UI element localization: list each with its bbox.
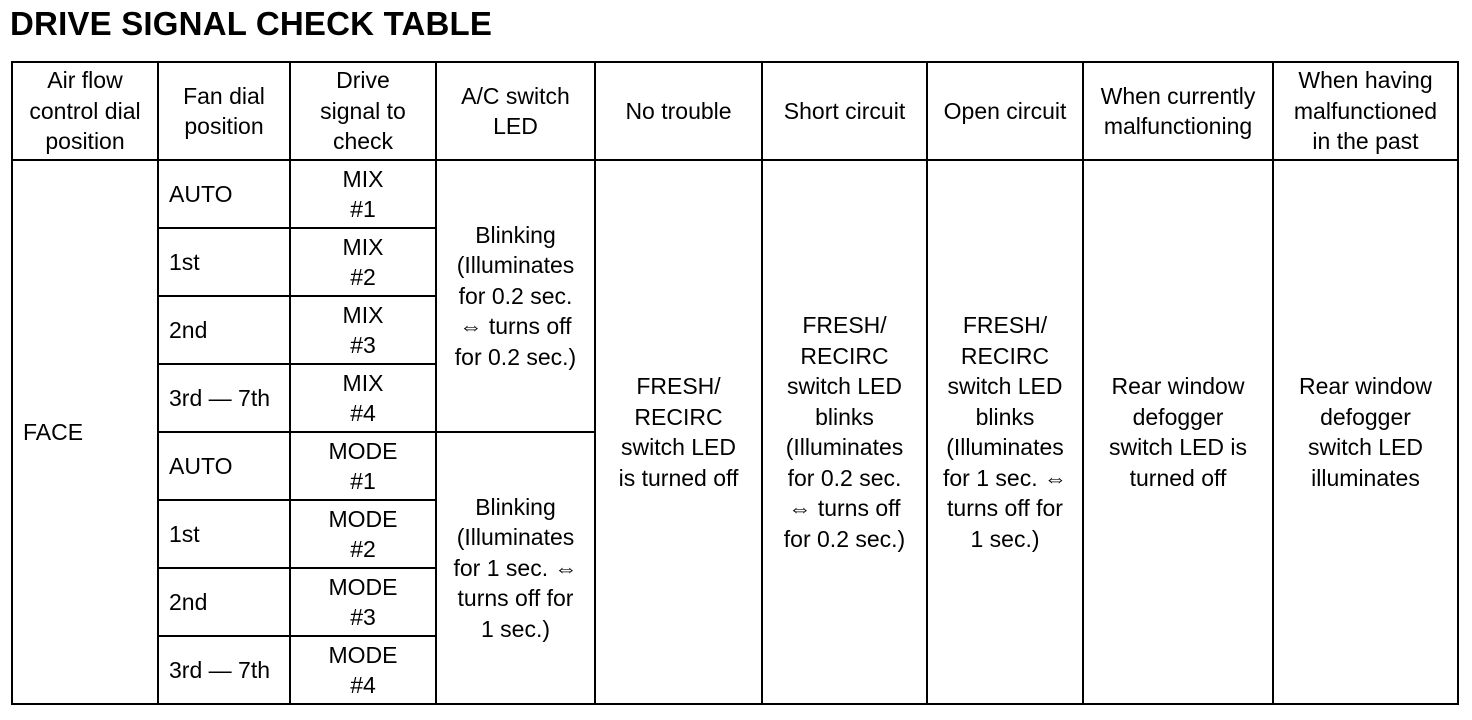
- fan-dial-cell: 1st: [158, 500, 290, 568]
- currently-malfunctioning-cell: Rear window defogger switch LED is turned off: [1083, 160, 1273, 704]
- fan-dial-cell: AUTO: [158, 432, 290, 500]
- header-air-flow: Air flow control dial position: [12, 62, 158, 160]
- page-title: DRIVE SIGNAL CHECK TABLE: [10, 5, 493, 42]
- header-ac-led: A/C switch LED: [436, 62, 595, 160]
- drive-signal-check-table: [11, 61, 1459, 705]
- fan-dial-cell: 1st: [158, 228, 290, 296]
- ac-led-mix-cell: Blinking (Illuminates for 0.2 sec. ⇔ turns off for 0.2 sec.): [436, 160, 595, 432]
- drive-signal-cell: MIX #3: [290, 296, 436, 364]
- drive-signal-cell: MODE #2: [290, 500, 436, 568]
- header-drive-signal: Drive signal to check: [290, 62, 436, 160]
- fan-dial-cell: 2nd: [158, 568, 290, 636]
- fan-dial-cell: 3rd — 7th: [158, 636, 290, 704]
- drive-signal-cell: MODE #1: [290, 432, 436, 500]
- no-trouble-cell: FRESH/ RECIRC switch LED is turned off: [595, 160, 762, 704]
- fan-dial-cell: 3rd — 7th: [158, 364, 290, 432]
- table-row: [12, 160, 1458, 228]
- fan-dial-cell: 2nd: [158, 296, 290, 364]
- ac-led-mode-cell: Blinking (Illuminates for 1 sec. ⇔ turns off for 1 sec.): [436, 432, 595, 704]
- drive-signal-cell: MODE #4: [290, 636, 436, 704]
- short-circuit-cell: FRESH/ RECIRC switch LED blinks (Illuminates for 0.2 sec. ⇔ turns off for 0.2 sec.): [762, 160, 927, 704]
- header-currently-malfunctioning: When currently malfunctioning: [1083, 62, 1273, 160]
- header-fan-dial: Fan dial position: [158, 62, 290, 160]
- air-flow-cell: FACE: [12, 160, 158, 704]
- past-malfunction-cell: Rear window defogger switch LED illuminates: [1273, 160, 1458, 704]
- header-past-malfunction: When having malfunctioned in the past: [1273, 62, 1458, 160]
- open-circuit-cell: FRESH/ RECIRC switch LED blinks (Illuminates for 1 sec. ⇔ turns off for 1 sec.): [927, 160, 1083, 704]
- header-row: [12, 62, 1458, 160]
- drive-signal-cell: MIX #4: [290, 364, 436, 432]
- drive-signal-cell: MODE #3: [290, 568, 436, 636]
- header-short-circuit: Short circuit: [762, 62, 927, 160]
- fan-dial-cell: AUTO: [158, 160, 290, 228]
- header-no-trouble: No trouble: [595, 62, 762, 160]
- drive-signal-cell: MIX #2: [290, 228, 436, 296]
- drive-signal-cell: MIX #1: [290, 160, 436, 228]
- header-open-circuit: Open circuit: [927, 62, 1083, 160]
